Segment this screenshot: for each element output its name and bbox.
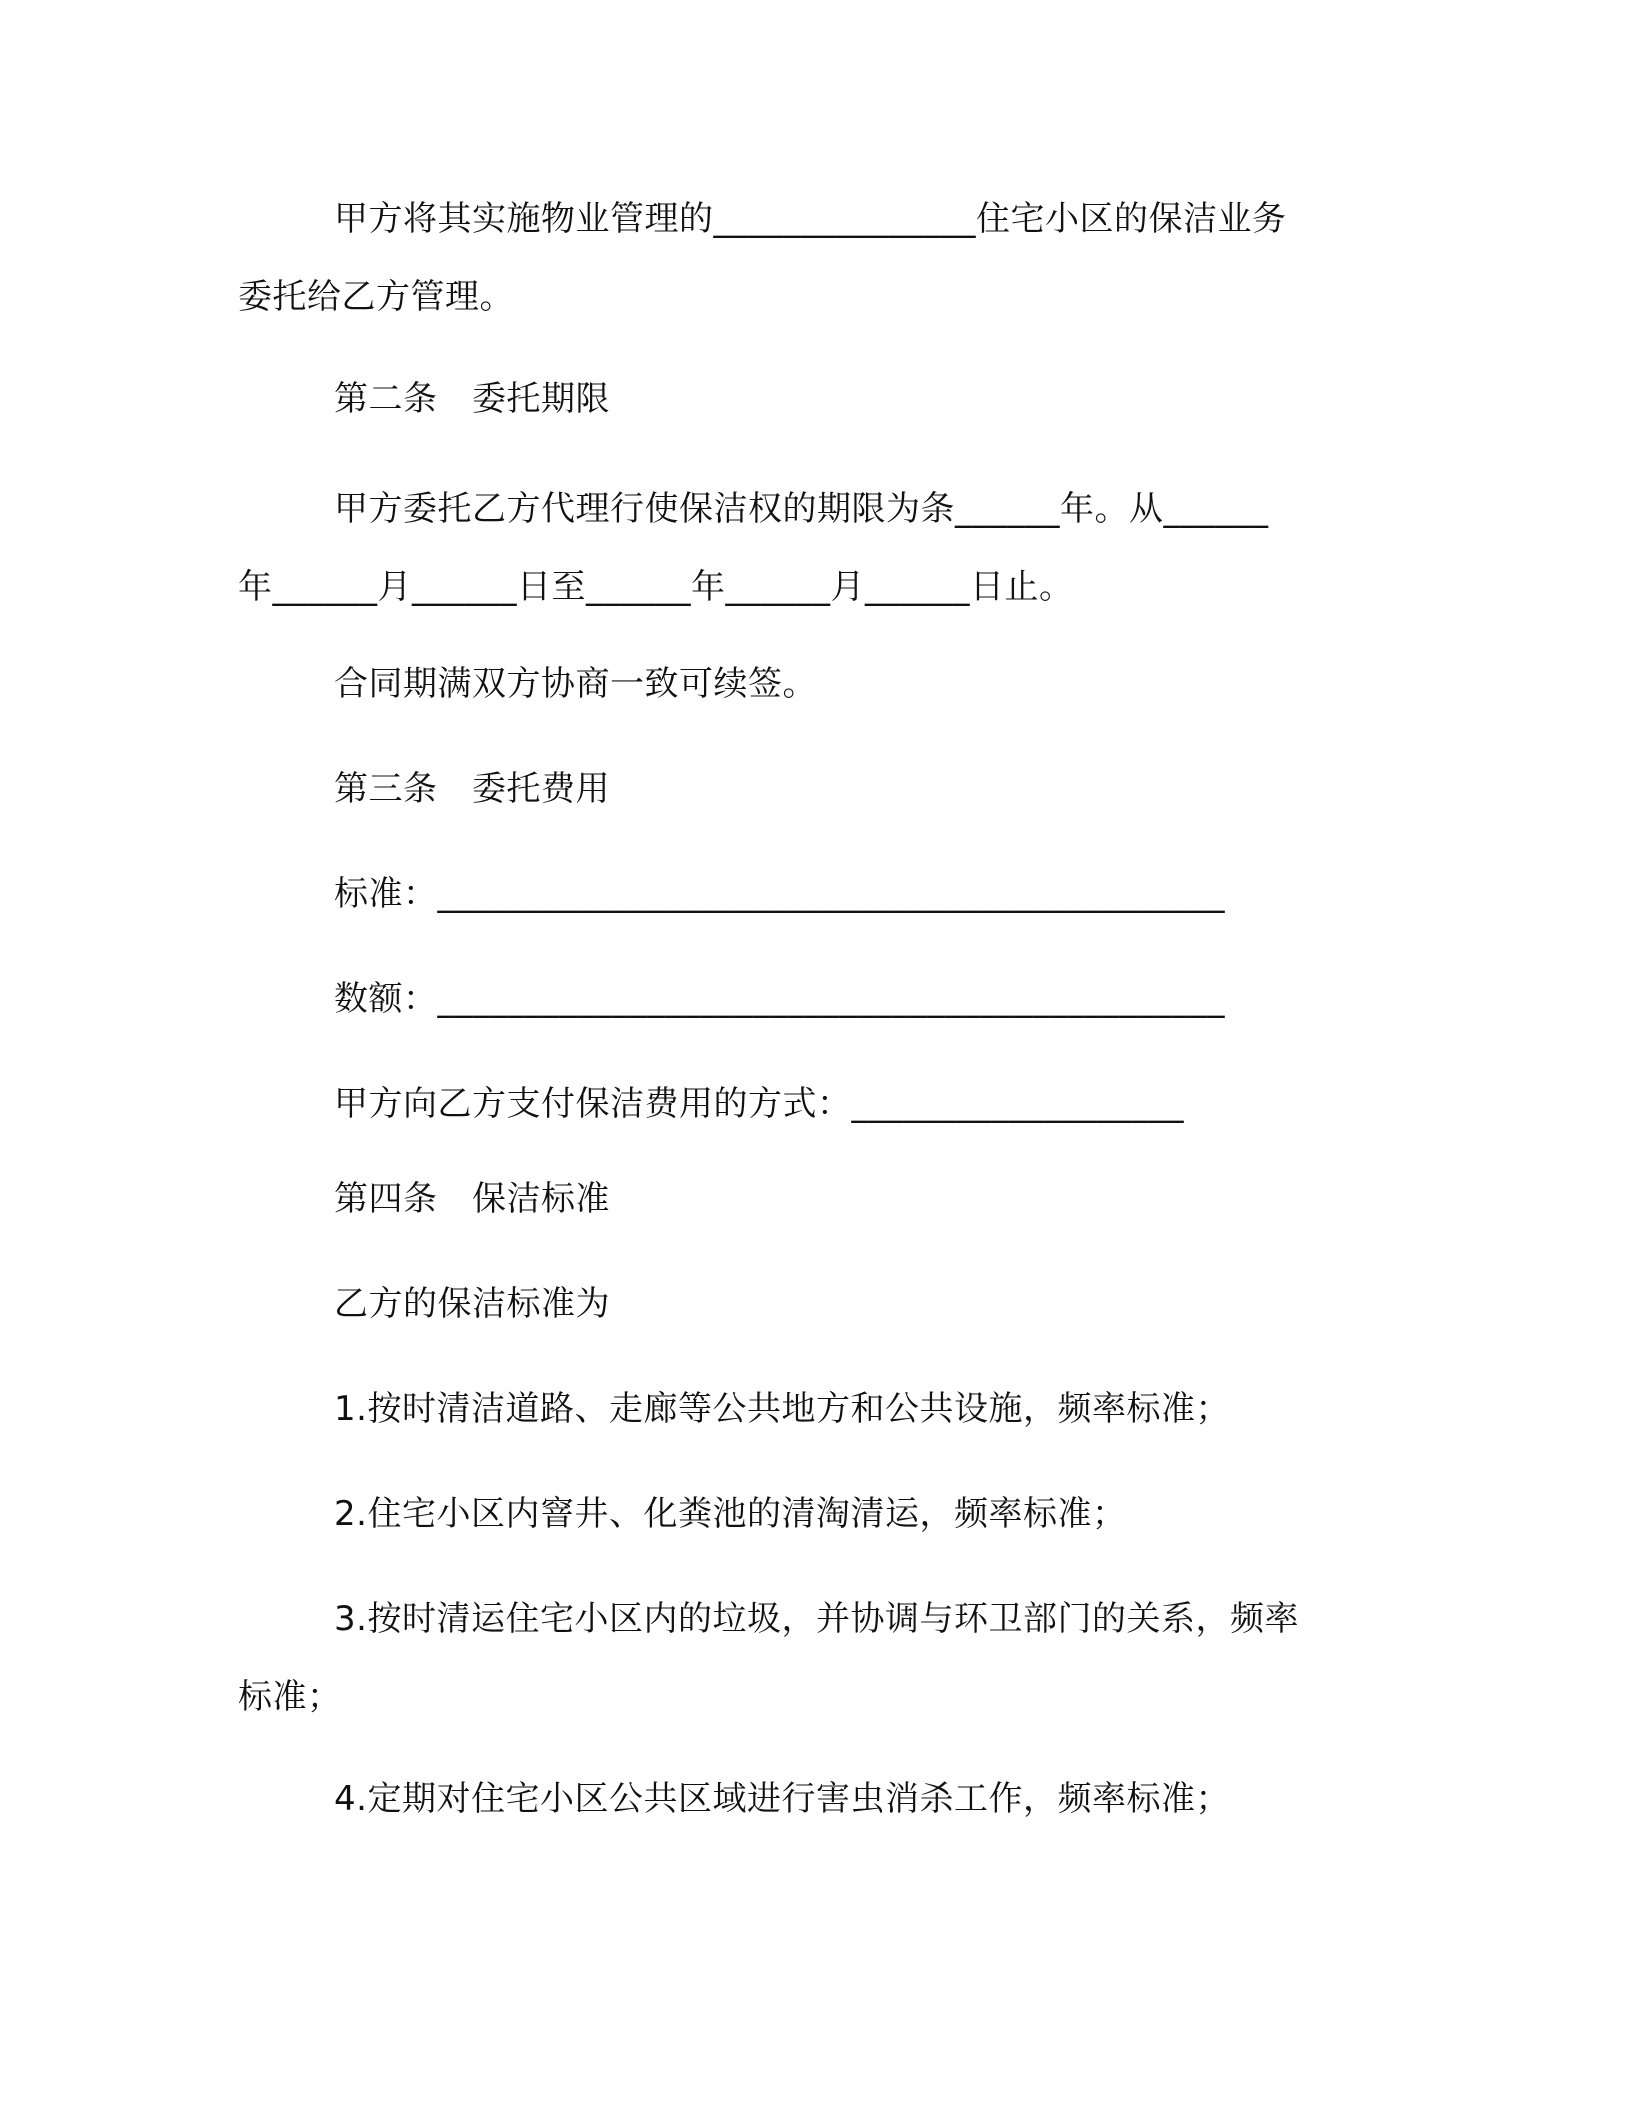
paragraph-line: 合同期满双方协商一致可续签。 xyxy=(334,664,817,704)
paragraph-line: 委托给乙方管理。 xyxy=(238,277,514,317)
paragraph-standard-intro xyxy=(238,1265,1368,1343)
list-item-4 xyxy=(238,1760,1368,1838)
paragraph-term-period xyxy=(238,470,1368,626)
paragraph-renewal xyxy=(238,645,1368,723)
field-standard xyxy=(238,855,1368,933)
article-heading: 第三条 委托费用 xyxy=(334,769,610,809)
paragraph-line: 2.住宅小区内窨井、化粪池的清淘清运，频率标准； xyxy=(334,1494,1127,1534)
article-heading: 第四条 保洁标准 xyxy=(334,1179,610,1219)
list-item-2 xyxy=(238,1475,1368,1553)
article-heading-term xyxy=(238,360,1368,438)
list-item-3 xyxy=(238,1580,1368,1736)
field-payment-method xyxy=(238,1065,1368,1143)
paragraph-line: 3.按时清运住宅小区内的垃圾，并协调与环卫部门的关系，频率 xyxy=(334,1599,1299,1639)
article-heading-standard xyxy=(238,1160,1368,1238)
article-heading: 第二条 委托期限 xyxy=(334,379,610,419)
paragraph-scope xyxy=(238,180,1368,336)
list-item-1 xyxy=(238,1370,1368,1448)
paragraph-line: 标准； xyxy=(238,1677,342,1717)
paragraph-line: 年______月______日至______年______月______日止。 xyxy=(238,567,1074,607)
paragraph-line: 甲方委托乙方代理行使保洁权的期限为条______年。从______ xyxy=(334,489,1269,529)
field-amount xyxy=(238,960,1368,1038)
paragraph-line: 乙方的保洁标准为 xyxy=(334,1284,610,1324)
paragraph-line: 甲方将其实施物业管理的_______________住宅小区的保洁业务 xyxy=(334,199,1287,239)
paragraph-line: 数额：_____________________________________________ xyxy=(334,979,1225,1019)
article-heading-fee xyxy=(238,750,1368,828)
paragraph-line: 1.按时清洁道路、走廊等公共地方和公共设施，频率标准； xyxy=(334,1389,1230,1429)
paragraph-line: 标准：_____________________________________________ xyxy=(334,874,1225,914)
paragraph-line: 甲方向乙方支付保洁费用的方式：___________________ xyxy=(334,1084,1184,1124)
paragraph-line: 4.定期对住宅小区公共区域进行害虫消杀工作，频率标准； xyxy=(334,1779,1230,1819)
